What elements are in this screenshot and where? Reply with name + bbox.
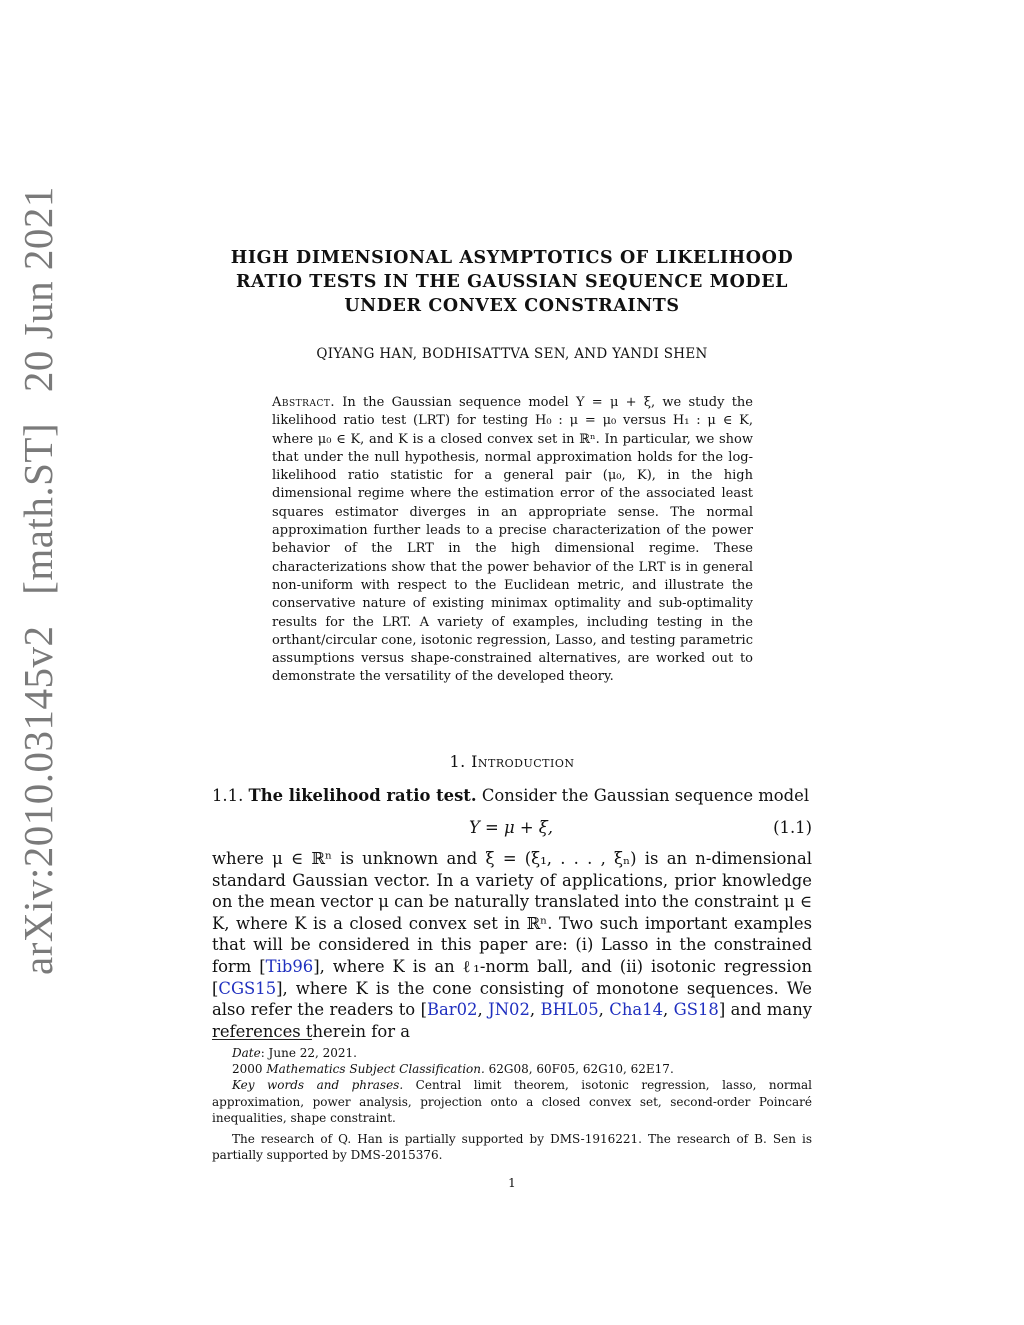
- body-text-3: , where K is the cone consisting of monotone sequences. We also refer the readers to: [212, 978, 812, 1020]
- citation-link[interactable]: Cha14: [609, 1000, 664, 1020]
- citation-link[interactable]: JN02: [488, 1000, 530, 1020]
- section-number: 1.: [449, 752, 466, 771]
- footnotes: [212, 1045, 812, 1163]
- footnote-rule: [212, 1039, 312, 1040]
- citation-link[interactable]: Tib96: [265, 956, 314, 976]
- citation-link[interactable]: BHL05: [540, 1000, 599, 1020]
- footnote-msc: 2000 Mathematics Subject Classification. 62G08, 60F05, 62G10, 62E17.: [232, 1062, 674, 1077]
- subsection-number: 1.1.: [212, 786, 244, 805]
- paper-title: [180, 246, 844, 318]
- equation-label: (1.1): [773, 818, 812, 837]
- arxiv-date: 20 Jun 2021: [15, 186, 61, 393]
- subsection-intro: [212, 785, 812, 807]
- page-number: 1: [508, 1176, 516, 1190]
- abstract-label: Abstract.: [272, 395, 335, 410]
- arxiv-stamp: [14, 166, 62, 975]
- title-line: RATIO TESTS IN THE GAUSSIAN SEQUENCE MODEL: [235, 272, 789, 292]
- title-line: UNDER CONVEX CONSTRAINTS: [344, 296, 680, 316]
- abstract: [272, 394, 753, 687]
- citation-link[interactable]: Bar02: [426, 1000, 478, 1020]
- body-paragraph: where μ ∈ ℝⁿ is unknown and ξ = (ξ₁, . . . , ξₙ) is an n-dimensional standard Gaussian vector. In a variety of applications, prior knowledge on the mean vector μ can be naturally translated into the constraint μ ∈ K, where K is a closed convex set in ℝⁿ. Two such important examples that will be considered in this paper are: (i) Lasso in the constrained form [Tib96], where K is an ℓ₁-norm ball, and (ii) isotonic regression [CGS15], where K is the cone consisting of monotone sequences. We also refer the readers to [Bar02, JN02, BHL05, Cha14, GS18] and many references therein for a: [212, 849, 813, 1041]
- footnote-keywords: Key words and phrases. Central limit theorem, isotonic regression, lasso, normal approximation, power analysis, projection onto a closed convex set, second-order Poincaré inequalities, shape constraint.: [212, 1078, 812, 1125]
- subsection-lead: Consider the Gaussian sequence model: [481, 786, 810, 805]
- citation-link[interactable]: GS18: [673, 1000, 719, 1020]
- arxiv-id: arXiv:2010.03145v2: [15, 625, 61, 975]
- body-text-2: , where K is an ℓ₁-norm ball, and (ii) isotonic regression: [319, 956, 812, 976]
- footnote-date: Date: June 22, 2021.: [232, 1046, 357, 1060]
- subsection-title: The likelihood ratio test.: [248, 786, 477, 805]
- footnote-funding: The research of Q. Han is partially supported by DMS-1916221. The research of B. Sen is partially supported by DMS-2015376.: [212, 1132, 812, 1163]
- body-text-4: and many references therein for a: [212, 1000, 813, 1041]
- author-list: QIYANG HAN, BODHISATTVA SEN, AND YANDI SHEN: [316, 346, 708, 362]
- section-heading: [180, 752, 844, 771]
- citation-link[interactable]: CGS15: [218, 978, 277, 998]
- body-text-1: where μ ∈ ℝⁿ is unknown and ξ = (ξ₁, . . . , ξₙ) is an n-dimensional standard Gaussian vector. In a variety of applications, prior knowledge on the mean vector μ can be naturally translated into the constraint μ ∈ K, where K is a closed convex set in ℝⁿ. Two such important examples that will be considered in this paper are: (i) Lasso in the constrained form: [212, 849, 812, 976]
- equation-text: Y = μ + ξ,: [469, 818, 554, 837]
- arxiv-category: [math.ST]: [15, 422, 61, 595]
- section-title: Introduction: [471, 752, 575, 771]
- title-line: HIGH DIMENSIONAL ASYMPTOTICS OF LIKELIHOOD: [230, 248, 794, 268]
- abstract-text: In the Gaussian sequence model Y = μ + ξ, we study the likelihood ratio test (LRT) for testing H₀ : μ = μ₀ versus H₁ : μ ∈ K, where μ₀ ∈ K, and K is a closed convex set in ℝⁿ. In particular, we show that under the null hypothesis, normal approximation holds for the log-likelihood ratio statistic for a general pair (μ₀, K), in the high dimensional regime where the estimation error of the associated least squares estimator diverges in an appropriate sense. The normal approximation further leads to a precise characterization of the power behavior of the LRT in the high dimensional regime. These characterizations show that the power behavior of the LRT is in general non-uniform with respect to the Euclidean metric, and illustrate the conservative nature of existing minimax optimality and sub-optimality results for the LRT. A variety of examples, including testing in the orthant/circular cone, isotonic regression, Lasso, and testing parametric assumptions versus shape-constrained alternatives, are worked out to demonstrate the versatility of the developed theory.: [272, 395, 753, 685]
